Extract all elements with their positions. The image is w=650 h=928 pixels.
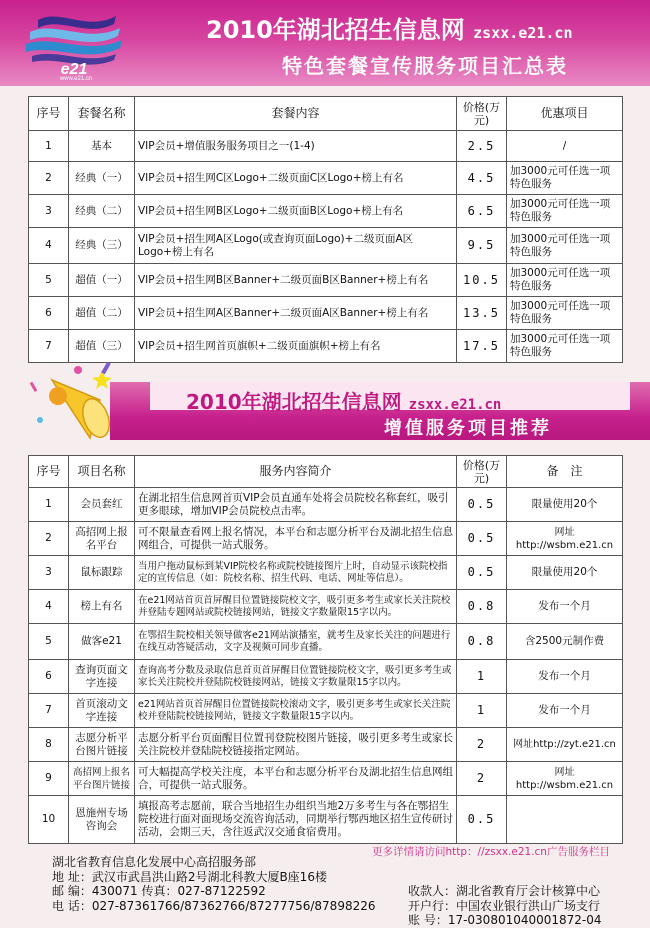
th-content: 服务内容简介	[135, 456, 457, 488]
footer-phone: 电 话：027-87361766/87362766/87277756/87898226	[52, 898, 376, 913]
table-row: 7 首页滚动文字连接 e21网站首页首屏醒目位置链接院校滚动文字，吸引更多考生或家长关注院校并登陆院校链接网站，链接文字数量限15字以内。 1 发布一个月	[29, 694, 623, 728]
th-content: 套餐内容	[135, 97, 457, 131]
header-banner	[0, 0, 650, 86]
megaphone-icon	[30, 360, 122, 450]
more-info-link[interactable]: 更多详情请访问http：//zsxx.e21.cn广告服务栏目	[372, 846, 610, 858]
th-no: 序号	[29, 97, 69, 131]
footer-bank: 开户行：中国农业银行洪山广场支行	[408, 898, 601, 913]
footer-org: 湖北省教育信息化发展中心高招服务部	[52, 855, 257, 869]
table-row: 2 高招网上报名平台 可不限量查看网上报名情况，本平台和志愿分析平台及湖北招生信息网组合，可提供一站式服务。 0.5 网址http://wsbm.e21.cn	[29, 522, 623, 556]
service-table	[28, 455, 623, 844]
footer-postcode-fax: 邮 编：430071 传真：027-87122592	[52, 884, 266, 898]
table-row: 1 基本 VIP会员+增值服务服务项目之一(1-4) 2.5 /	[29, 131, 623, 162]
table-row: 3 经典（二） VIP会员+招生网B区Logo+二级页面B区Logo+榜上有名 6.5 加3000元可任选一项特色服务	[29, 195, 623, 228]
th-no: 序号	[29, 456, 69, 488]
footer-payee: 收款人：湖北省教育厅会计核算中心	[408, 884, 601, 898]
table-row: 5 做客e21 在鄂招生院校相关领导做客e21网站演播室，就考生及家长关注的问题进行在线互动答疑活动，文字及视频可同步直播。 0.8 含2500元制作费	[29, 624, 623, 660]
footer-account: 账 号：17-030801040001872-04	[408, 913, 602, 927]
table-row: 1 会员套红 在湖北招生信息网首页VIP会员直通车处将会员院校名称套红，吸引更多眼球，增加VIP会员院校点击率。 0.5 限量使用20个	[29, 488, 623, 522]
th-name: 套餐名称	[69, 97, 135, 131]
footer-contact	[52, 855, 612, 928]
svg-text:e21: e21	[60, 61, 88, 78]
table-row: 6 查询页面文字连接 查询高考分数及录取信息首页首屏醒目位置链接院校文字，吸引更多考生或家长关注院校并登陆院校链接网站，链接文字数量限15字以内。 1 发布一个月	[29, 660, 623, 694]
header-subtitle: 特色套餐宣传服务项目汇总表	[282, 54, 568, 78]
table-row: 4 榜上有名 在e21网站首页首屏醒目位置链接院校文字，吸引更多考生或家长关注院校并登陆专题网站或院校链接网站，链接文字数量限15字以内。 0.8 发布一个月	[29, 590, 623, 624]
table-row: 7 超值（三） VIP会员+招生网首页旗帜+二级页面旗帜+榜上有名 17.5 加3000元可任选一项特色服务	[29, 330, 623, 363]
table-row: 9 高招网上报名平台图片链接 可大幅提高学校关注度，本平台和志愿分析平台及湖北招生信息网组合，可提供一站式服务。 2 网址http://wsbm.e21.cn	[29, 762, 623, 796]
section2-subtitle: 增值服务项目推荐	[384, 418, 552, 439]
package-table	[28, 96, 623, 363]
th-note: 备 注	[507, 456, 623, 488]
th-name: 项目名称	[69, 456, 135, 488]
table-row: 6 超值（二） VIP会员+招生网A区Banner+二级页面A区Banner+榜上有名 13.5 加3000元可任选一项特色服务	[29, 297, 623, 330]
table-row: 4 经典（三） VIP会员+招生网A区Logo(或查询页面Logo)+二级页面A区Logo+榜上有名 9.5 加3000元可任选一项特色服务	[29, 228, 623, 264]
svg-text:www.e21.cn: www.e21.cn	[59, 76, 93, 80]
th-price: 价格(万元)	[457, 456, 507, 488]
e21-logo	[16, 6, 136, 80]
th-offer: 优惠项目	[507, 97, 623, 131]
table-row: 10 恩施州专场咨询会 填报高考志愿前，联合当地招生办组织当地2万多考生与各在鄂招生院校进行面对面现场交流咨询活动，同期举行鄂西地区招生宣传研讨活动，会期三天，含往返武汉交通食宿费用。 0.5	[29, 796, 623, 844]
table-row: 8 志愿分析平台图片链接 志愿分析平台页面醒目位置刊登院校图片链接，吸引更多考生或家长关注院校并登陆院校链接指定网站。 2 网址http://zyt.e21.cn	[29, 728, 623, 762]
header-title: 2010年湖北招生信息网 zsxx.e21.cn	[206, 16, 573, 44]
footer-address: 地 址：武汉市武昌洪山路2号湖北科教大厦B座16楼	[52, 869, 327, 884]
table-row: 3 鼠标跟踪 当用户拖动鼠标到某VIP院校名称或院校链接图片上时，自动显示该院校指定的宣传信息（如：院校名称、招生代码、电话、网址等信息）。 0.5 限量使用20个	[29, 556, 623, 590]
th-price: 价格(万元)	[457, 97, 507, 131]
table-row: 5 超值（一） VIP会员+招生网B区Banner+二级页面B区Banner+榜上有名 10.5 加3000元可任选一项特色服务	[29, 264, 623, 297]
section2-title: 2010年湖北招生信息网 zsxx.e21.cn	[186, 390, 502, 414]
table-row: 2 经典（一） VIP会员+招生网C区Logo+二级页面C区Logo+榜上有名 4.5 加3000元可任选一项特色服务	[29, 162, 623, 195]
